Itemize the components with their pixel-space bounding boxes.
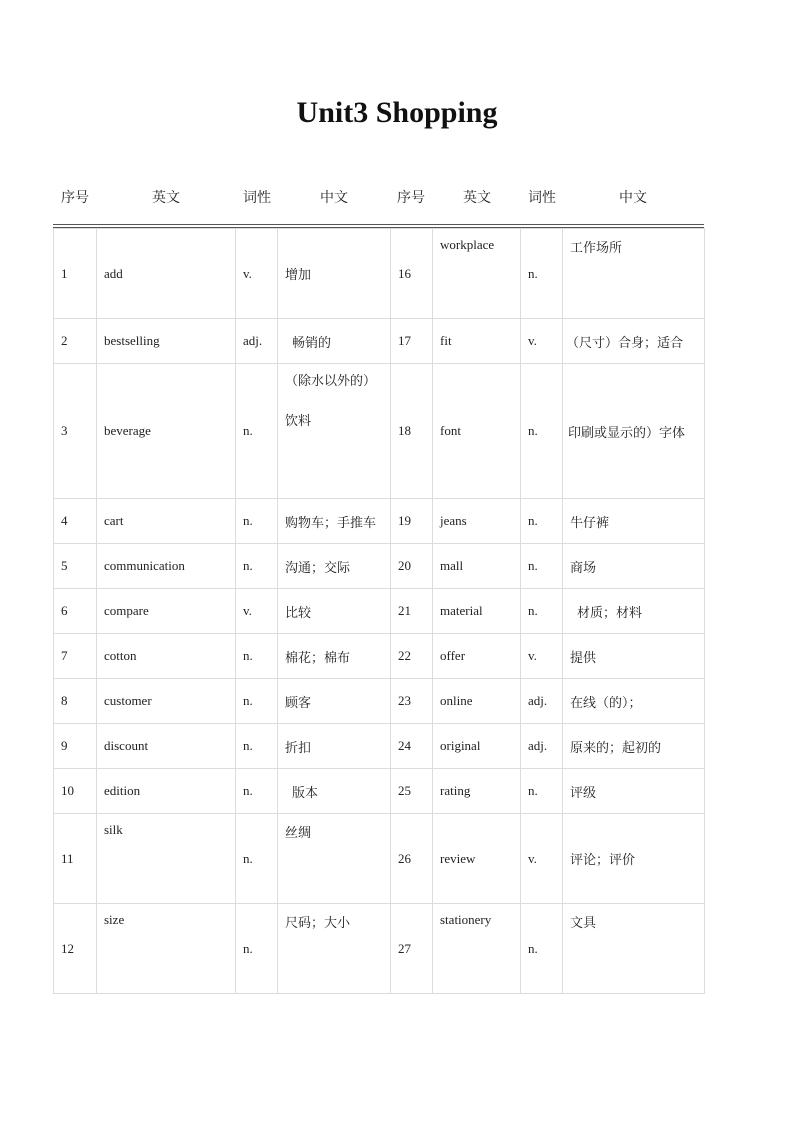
chinese-cell: 尺码；大小 bbox=[278, 904, 391, 994]
chinese-cell: 原来的；起初的 bbox=[563, 724, 705, 769]
english-cell: fit bbox=[433, 319, 521, 364]
english-cell: stationery bbox=[433, 904, 521, 994]
table-row bbox=[54, 229, 705, 319]
table-row bbox=[54, 589, 705, 634]
chinese-cell: 在线（的）； bbox=[563, 679, 705, 724]
header-index-1: 序号 bbox=[61, 190, 89, 206]
index-cell: 6 bbox=[54, 589, 97, 634]
header-english-2: 英文 bbox=[463, 190, 491, 206]
pos-cell: n. bbox=[236, 769, 278, 814]
english-cell: compare bbox=[97, 589, 236, 634]
chinese-cell: 购物车；手推车 bbox=[278, 499, 391, 544]
header-index-2: 序号 bbox=[397, 190, 425, 206]
index-cell: 1 bbox=[54, 229, 97, 319]
index-cell: 18 bbox=[391, 364, 433, 499]
chinese-cell: 棉花；棉布 bbox=[278, 634, 391, 679]
chinese-cell bbox=[278, 364, 391, 499]
english-cell: communication bbox=[97, 544, 236, 589]
pos-cell: n. bbox=[236, 679, 278, 724]
header-pos-2: 词性 bbox=[528, 190, 556, 206]
english-cell: discount bbox=[97, 724, 236, 769]
index-cell: 26 bbox=[391, 814, 433, 904]
english-cell: size bbox=[97, 904, 236, 994]
pos-cell: n. bbox=[236, 364, 278, 499]
english-cell: bestselling bbox=[97, 319, 236, 364]
pos-cell: n. bbox=[521, 904, 563, 994]
english-cell: beverage bbox=[97, 364, 236, 499]
english-cell: cart bbox=[97, 499, 236, 544]
pos-cell: n. bbox=[236, 499, 278, 544]
chinese-cell: 评论；评价 bbox=[563, 814, 705, 904]
index-cell: 7 bbox=[54, 634, 97, 679]
index-cell: 12 bbox=[54, 904, 97, 994]
chinese-cell: 畅销的 bbox=[278, 319, 391, 364]
table-row bbox=[54, 319, 705, 364]
index-cell: 16 bbox=[391, 229, 433, 319]
index-cell: 3 bbox=[54, 364, 97, 499]
pos-cell: n. bbox=[521, 364, 563, 499]
english-cell: mall bbox=[433, 544, 521, 589]
pos-cell: n. bbox=[521, 769, 563, 814]
chinese-cell: 工作场所 bbox=[563, 229, 705, 319]
table-row bbox=[54, 499, 705, 544]
pos-cell: n. bbox=[236, 544, 278, 589]
table-row bbox=[54, 769, 705, 814]
chinese-cell: 材质；材料 bbox=[563, 589, 705, 634]
index-cell: 25 bbox=[391, 769, 433, 814]
header-pos-1: 词性 bbox=[243, 190, 271, 206]
chinese-cell: 丝绸 bbox=[278, 814, 391, 904]
pos-cell: adj. bbox=[236, 319, 278, 364]
header-chinese-2: 中文 bbox=[619, 190, 647, 206]
pos-cell: adj. bbox=[521, 679, 563, 724]
english-cell: original bbox=[433, 724, 521, 769]
pos-cell: n. bbox=[236, 724, 278, 769]
chinese-cell: 折扣 bbox=[278, 724, 391, 769]
chinese-cell: 印刷或显示的）字体 bbox=[563, 364, 705, 499]
chinese-cell: 评级 bbox=[563, 769, 705, 814]
pos-cell: v. bbox=[521, 634, 563, 679]
english-cell: review bbox=[433, 814, 521, 904]
pos-cell: n. bbox=[521, 229, 563, 319]
index-cell: 11 bbox=[54, 814, 97, 904]
table-row bbox=[54, 364, 705, 499]
english-cell: online bbox=[433, 679, 521, 724]
table-row bbox=[54, 724, 705, 769]
chinese-cell: 沟通；交际 bbox=[278, 544, 391, 589]
english-cell: cotton bbox=[97, 634, 236, 679]
table-row bbox=[54, 679, 705, 724]
index-cell: 10 bbox=[54, 769, 97, 814]
chinese-cell: 比较 bbox=[278, 589, 391, 634]
table-row bbox=[54, 634, 705, 679]
chinese-cell: 商场 bbox=[563, 544, 705, 589]
index-cell: 8 bbox=[54, 679, 97, 724]
chinese-cell: （尺寸）合身；适合 bbox=[563, 319, 705, 364]
index-cell: 23 bbox=[391, 679, 433, 724]
index-cell: 21 bbox=[391, 589, 433, 634]
index-cell: 27 bbox=[391, 904, 433, 994]
english-cell: offer bbox=[433, 634, 521, 679]
english-cell: edition bbox=[97, 769, 236, 814]
index-cell: 24 bbox=[391, 724, 433, 769]
index-cell: 20 bbox=[391, 544, 433, 589]
chinese-cell: 文具 bbox=[563, 904, 705, 994]
chinese-cell: 版本 bbox=[278, 769, 391, 814]
header-chinese-1: 中文 bbox=[320, 190, 348, 206]
vocabulary-table bbox=[53, 228, 705, 994]
pos-cell: n. bbox=[236, 904, 278, 994]
index-cell: 4 bbox=[54, 499, 97, 544]
english-cell: rating bbox=[433, 769, 521, 814]
index-cell: 19 bbox=[391, 499, 433, 544]
pos-cell: v. bbox=[521, 319, 563, 364]
english-cell: add bbox=[97, 229, 236, 319]
page-title: Unit3 Shopping bbox=[296, 96, 498, 129]
index-cell: 2 bbox=[54, 319, 97, 364]
chinese-cell: 顾客 bbox=[278, 679, 391, 724]
english-cell: material bbox=[433, 589, 521, 634]
pos-cell: n. bbox=[236, 814, 278, 904]
english-cell: customer bbox=[97, 679, 236, 724]
index-cell: 5 bbox=[54, 544, 97, 589]
header-rule-top bbox=[53, 224, 704, 225]
pos-cell: v. bbox=[521, 814, 563, 904]
index-cell: 22 bbox=[391, 634, 433, 679]
english-cell: silk bbox=[97, 814, 236, 904]
pos-cell: v. bbox=[236, 589, 278, 634]
table-row bbox=[54, 544, 705, 589]
pos-cell: n. bbox=[521, 499, 563, 544]
pos-cell: adj. bbox=[521, 724, 563, 769]
chinese-cell: 增加 bbox=[278, 229, 391, 319]
index-cell: 17 bbox=[391, 319, 433, 364]
header-english-1: 英文 bbox=[152, 190, 180, 206]
index-cell: 9 bbox=[54, 724, 97, 769]
pos-cell: n. bbox=[521, 589, 563, 634]
table-row bbox=[54, 814, 705, 904]
chinese-meaning: 饮料 bbox=[285, 413, 312, 428]
english-cell: workplace bbox=[433, 229, 521, 319]
chinese-cell: 牛仔裤 bbox=[563, 499, 705, 544]
table-row bbox=[54, 904, 705, 994]
chinese-cell: 提供 bbox=[563, 634, 705, 679]
pos-cell: n. bbox=[521, 544, 563, 589]
english-cell: jeans bbox=[433, 499, 521, 544]
english-cell: font bbox=[433, 364, 521, 499]
chinese-note: （除水以外的） bbox=[285, 373, 377, 388]
pos-cell: n. bbox=[236, 634, 278, 679]
pos-cell: v. bbox=[236, 229, 278, 319]
